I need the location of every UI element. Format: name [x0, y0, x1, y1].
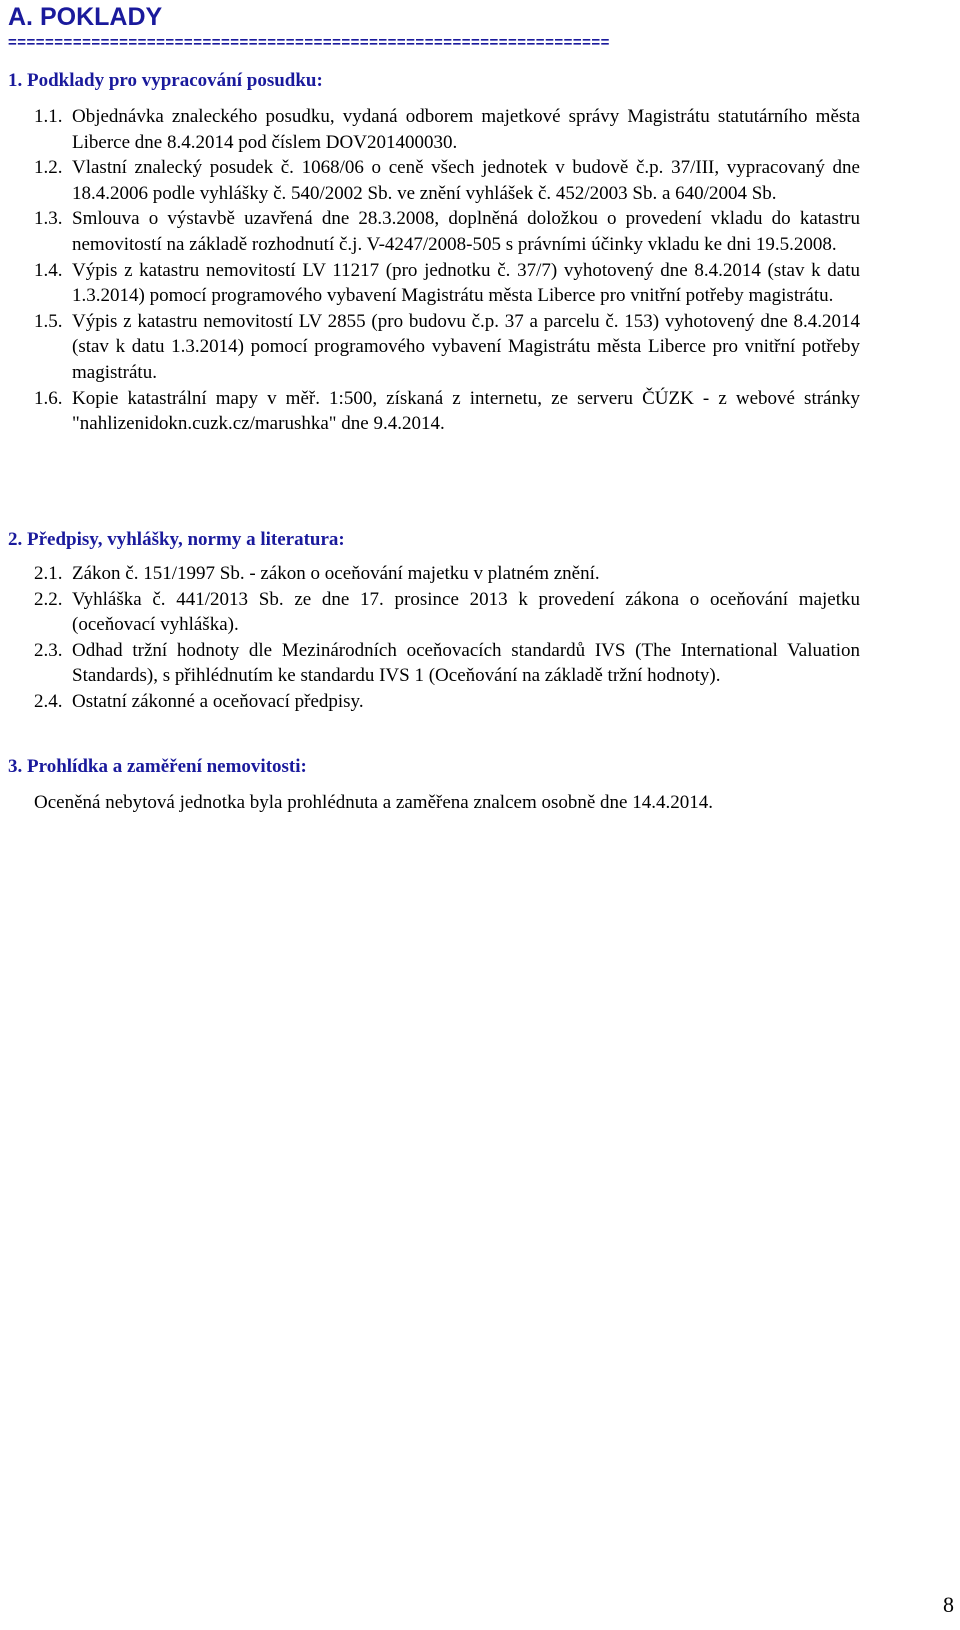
section-heading: 3. Prohlídka a zaměření nemovitosti:	[8, 756, 307, 777]
item-number: 2.3.	[34, 639, 63, 661]
item-number: 1.3.	[34, 208, 63, 230]
section-heading: 1. Podklady pro vypracování posudku:	[8, 70, 323, 91]
list-item	[0, 587, 860, 638]
list-item	[0, 689, 860, 715]
item-text: Smlouva o výstavbě uzavřená dne 28.3.2008, doplněná doložkou o provedení vkladu do katastru nemovitostí na základě rozhodnutí č.j. V-4247/2008-505 s právními účinky vkladu ke dni 19.5.2008.	[72, 208, 860, 255]
item-list	[0, 104, 960, 437]
item-number: 1.1.	[34, 106, 63, 127]
item-text: Kopie katastrální mapy v měř. 1:500, získaná z internetu, ze serveru ČÚZK - z webové stránky "nahlizenidokn.cuzk.cz/marushka" dne 9.4.2014.	[72, 387, 860, 435]
section-podklady	[0, 68, 960, 437]
page-number: 8	[943, 1592, 954, 1617]
title-underline: =================================================================	[8, 34, 610, 51]
item-text: Vyhláška č. 441/2013 Sb. ze dne 17. prosince 2013 k provedení zákona o oceňování majetku (oceňovací vyhláška).	[72, 588, 860, 636]
item-text: Objednávka znaleckého posudku, vydaná odborem majetkové správy Magistrátu statutárního města Liberce dne 8.4.2014 pod číslem DOV201400030.	[72, 106, 860, 153]
list-item	[0, 206, 860, 257]
section-predpisy	[0, 527, 960, 715]
item-number: 1.6.	[34, 387, 63, 409]
list-item	[0, 155, 860, 206]
item-number: 1.2.	[34, 157, 63, 179]
item-text: Vlastní znalecký posudek č. 1068/06 o ceně všech jednotek v budově č.p. 37/III, vypracovaný dne 18.4.2006 podle vyhlášky č. 540/2002 Sb. ve znění vyhlášek č. 452/2003 Sb. a 640/2004 Sb.	[72, 157, 860, 204]
item-number: 2.2.	[34, 588, 63, 610]
list-item	[0, 638, 860, 689]
item-list	[0, 561, 960, 715]
page-title: A. POKLADY	[8, 3, 163, 31]
item-text: Odhad tržní hodnoty dle Mezinárodních oceňovacích standardů IVS (The International Valuation Standards), s přihlédnutím ke standardu IVS 1 (Oceňování na základě tržní hodnoty).	[72, 639, 860, 687]
item-text: Výpis z katastru nemovitostí LV 2855 (pro budovu č.p. 37 a parcelu č. 153) vyhotovený dne 8.4.2014 (stav k datu 1.3.2014) pomocí programového vybavení Magistrátu města Liberce pro vnitřní potřeby magistrátu.	[72, 310, 860, 383]
list-item	[0, 386, 860, 437]
list-item	[0, 561, 860, 587]
item-number: 1.4.	[34, 259, 63, 281]
section-heading: 2. Předpisy, vyhlášky, normy a literatura:	[8, 529, 345, 550]
item-number: 1.5.	[34, 310, 63, 332]
list-item	[0, 309, 860, 386]
list-item	[0, 258, 860, 309]
item-text: Ostatní zákonné a oceňovací předpisy.	[72, 690, 364, 712]
inspection-paragraph: Oceněná nebytová jednotka byla prohlédnuta a zaměřena znalcem osobně dne 14.4.2014.	[34, 792, 713, 813]
item-number: 2.4.	[34, 690, 63, 712]
item-number: 2.1.	[34, 563, 63, 584]
item-text: Zákon č. 151/1997 Sb. - zákon o oceňování majetku v platném znění.	[72, 563, 600, 584]
list-item	[0, 104, 860, 155]
section-prohlidka	[0, 754, 960, 816]
item-text: Výpis z katastru nemovitostí LV 11217 (pro jednotku č. 37/7) vyhotovený dne 8.4.2014 (stav k datu 1.3.2014) pomocí programového vybavení Magistrátu města Liberce pro vnitřní potřeby magistrátu.	[72, 259, 860, 307]
